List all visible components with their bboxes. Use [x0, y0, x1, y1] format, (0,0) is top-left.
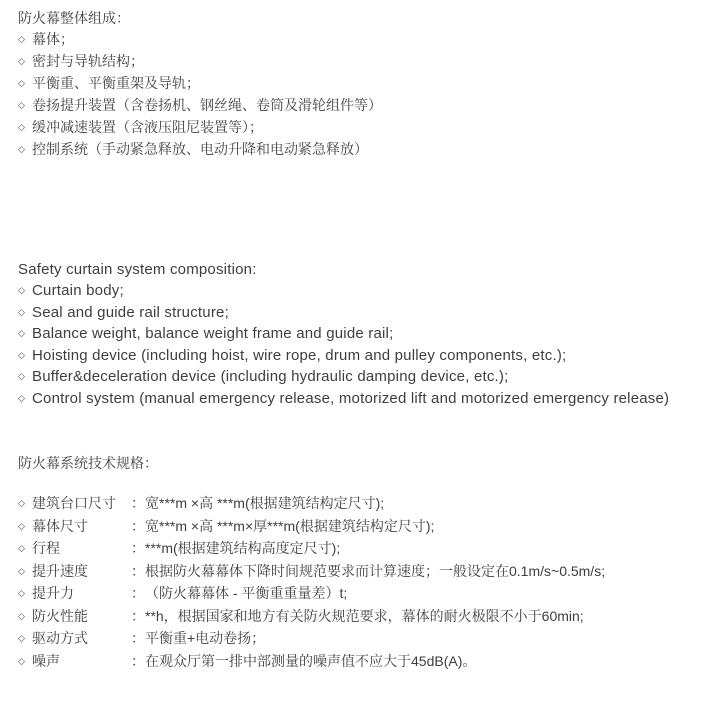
spec-label: 噪声 [32, 652, 60, 669]
diamond-bullet-icon: ◇ [18, 78, 25, 88]
spec-value: **h，根据国家和地方有关防火规范要求，幕体的耐火极限不小于60min; [145, 607, 584, 624]
diamond-bullet-icon: ◇ [18, 144, 25, 154]
spec-label: 防火性能 [32, 607, 88, 624]
spec-colon: ： [131, 652, 145, 669]
diamond-bullet-icon: ◇ [18, 520, 25, 531]
spec-row-noise [18, 650, 704, 673]
spec-row-stage-opening-size [18, 492, 704, 515]
diamond-bullet-icon: ◇ [18, 122, 25, 132]
spec-colon: ： [131, 630, 145, 646]
diamond-bullet-icon: ◇ [18, 328, 26, 338]
list-item [18, 388, 704, 410]
diamond-bullet-icon: ◇ [18, 633, 25, 643]
spec-row-lifting-speed [18, 560, 704, 583]
spec-value: 根据防火幕幕体下降时间规范要求而计算速度；一般设定在0.1m/s~0.5m/s; [145, 562, 606, 579]
spec-label: 幕体尺寸 [32, 517, 88, 534]
diamond-bullet-icon: ◇ [18, 392, 26, 403]
diamond-bullet-icon: ◇ [18, 285, 26, 295]
spec-row-drive-mode [18, 627, 704, 650]
section-title-cn-specs: 防火幕系统技术规格： [18, 455, 158, 471]
list-item [18, 280, 704, 302]
spec-value: ***m(根据建筑结构高度定尺寸); [145, 540, 341, 556]
spec-label: 行程 [32, 540, 60, 556]
diamond-bullet-icon: ◇ [18, 655, 25, 666]
diamond-bullet-icon: ◇ [18, 34, 25, 44]
section-cn-composition [18, 8, 704, 160]
list-item-text: Seal and guide rail structure; [32, 303, 229, 321]
spec-row-travel [18, 537, 704, 560]
list-item [18, 116, 704, 138]
section-en-composition [18, 260, 704, 409]
diamond-bullet-icon: ◇ [18, 543, 25, 553]
list-item [18, 50, 704, 72]
list-item-text: 控制系统（手动紧急释放、电动升降和电动紧急释放） [32, 141, 368, 157]
en-composition-list [18, 280, 704, 409]
diamond-bullet-icon: ◇ [18, 588, 25, 598]
list-item-text: 密封与导轨结构； [32, 53, 144, 69]
spec-row-curtain-size [18, 515, 704, 538]
spec-row-lifting-force [18, 582, 704, 605]
list-item-text: 缓冲减速装置（含液压阻尼装置等）； [32, 119, 263, 135]
spec-colon: ： [131, 585, 145, 601]
diamond-bullet-icon: ◇ [18, 498, 25, 508]
diamond-bullet-icon: ◇ [18, 371, 26, 381]
spec-value: 在观众厅第一排中部测量的噪声值不应大于45dB(A)。 [145, 652, 477, 669]
list-item-text: 幕体； [32, 31, 74, 47]
spec-colon: ： [131, 495, 145, 511]
section-title-en-composition: Safety curtain system composition: [18, 261, 257, 278]
spec-value: （防火幕幕体 - 平衡重重量差）t; [145, 585, 348, 601]
list-item [18, 28, 704, 50]
spec-colon: ： [131, 562, 145, 579]
diamond-bullet-icon: ◇ [18, 306, 26, 317]
spec-label: 建筑台口尺寸 [32, 495, 116, 511]
spec-row-fire-performance [18, 605, 704, 628]
diamond-bullet-icon: ◇ [18, 56, 25, 66]
section-cn-specs [18, 453, 704, 672]
list-item [18, 94, 704, 116]
section-title-cn-composition: 防火幕整体组成： [18, 10, 130, 26]
diamond-bullet-icon: ◇ [18, 349, 26, 360]
list-item [18, 366, 704, 388]
spec-table [18, 492, 704, 672]
list-item [18, 138, 704, 160]
spec-colon: ： [131, 540, 145, 556]
list-item-text: Control system (manual emergency release, motorized lift and motorized emergency release) [32, 389, 670, 407]
list-item [18, 345, 704, 367]
diamond-bullet-icon: ◇ [18, 610, 25, 621]
list-item [18, 323, 704, 345]
list-item-text: 平衡重、平衡重架及导轨； [32, 75, 200, 91]
list-item-text: 卷扬提升装置（含卷扬机、钢丝绳、卷筒及滑轮组件等） [32, 97, 382, 113]
diamond-bullet-icon: ◇ [18, 100, 25, 110]
spec-value: 宽***m ×高 ***m×厚***m(根据建筑结构定尺寸); [145, 517, 435, 534]
list-item-text: Balance weight, balance weight frame and guide rail; [32, 325, 394, 342]
list-item-text: Buffer&deceleration device (including hydraulic damping device, etc.); [32, 368, 509, 385]
spec-label: 驱动方式 [32, 630, 88, 646]
list-item-text: Hoisting device (including hoist, wire rope, drum and pulley components, etc.); [32, 346, 567, 364]
cn-composition-list [18, 28, 704, 160]
list-item-text: Curtain body; [32, 282, 124, 299]
spec-colon: ： [131, 607, 145, 624]
spec-colon: ： [131, 517, 145, 534]
spec-label: 提升速度 [32, 562, 88, 579]
list-item [18, 302, 704, 324]
spec-value: 宽***m ×高 ***m(根据建筑结构定尺寸); [145, 495, 385, 511]
spec-label: 提升力 [32, 585, 74, 601]
list-item [18, 72, 704, 94]
diamond-bullet-icon: ◇ [18, 565, 25, 576]
spec-value: 平衡重+电动卷扬； [145, 630, 266, 646]
